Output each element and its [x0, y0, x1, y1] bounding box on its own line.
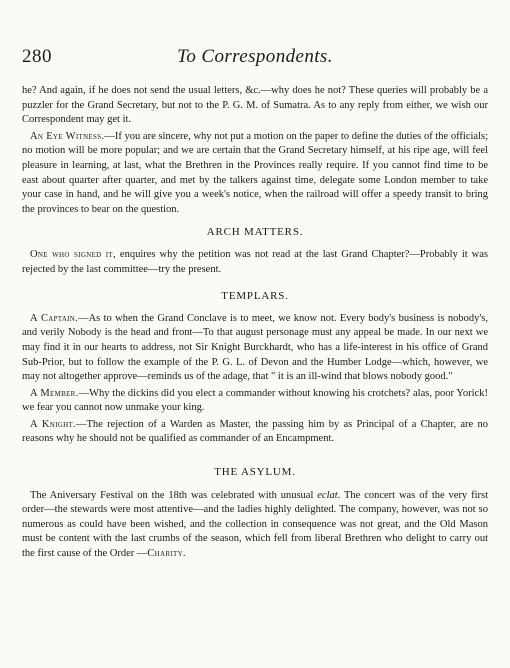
knight-paragraph	[22, 418, 488, 447]
page-body	[22, 84, 488, 564]
member-name: A Member.	[30, 387, 79, 399]
knight-name: A Knight.	[30, 418, 76, 430]
eye-witness-name: An Eye Witness.	[30, 130, 105, 142]
knight-text: —The rejection of a Warden as Master, the passing him by as Principal of a Chapter, are no reasons why he should not be qualified as commander of an Encampment.	[22, 418, 488, 445]
asylum-paragraph	[22, 489, 488, 562]
page-number: 280	[22, 46, 52, 67]
arch-matters-heading: ARCH MATTERS.	[206, 226, 304, 239]
captain-text: —As to when the Grand Conclave is to meet, we know not. Every body's business is nobody's, and verily Nobody is the head and front—To that august personage must any appeal be made. In our next we may find it in our hearts to address, not Sir Knight Burckhardt, who has a life-interest in his office of Grand Sub-Prior, but to follow the example of the P. G. L. of Devon and the Humber Lodge—which, however, we may not altogether approve—reminds us of the adage, that " it is an ill-wind that blows nobody good."	[22, 312, 488, 383]
page-header	[22, 46, 488, 70]
eye-witness-paragraph	[22, 130, 488, 218]
captain-paragraph	[22, 312, 488, 385]
eclat-word: eclat	[317, 489, 338, 501]
arch-entry-text: enquires why the petition was not read at the last Grand Chapter?—Probably it was rejected by the last committee—try the present.	[22, 248, 489, 275]
asylum-text-end: . The concert was of the very first order—the stewards were most attentive—and the ladies highly delighted. The company, however, was not so numerous as could have been wished, and the collection in consequence was not great, and the Old Mason must be content with the last crumbs of the season, which fell from liberal Brethren who delight to carry out the first cause of the Order —	[22, 489, 488, 560]
asylum-heading: THE ASYLUM.	[214, 466, 296, 479]
intro-paragraph: he? And again, if he does not send the usual letters, &c.—why does he not? These queries will probably be a puzzler for the Grand Secretary, but not to the P. G. M. of Sumatra. As to any reply from either, we wish our Correspondent may get it.	[22, 85, 488, 126]
captain-name: A Captain.	[30, 312, 79, 324]
eye-witness-text: —If you are sincere, why not put a motion on the paper to define the duties of the officials; no motion will be more popular; and we are certain that the Grand Secretary himself, at his ripe age, will feel pleasure in learning, at last, what the Brethren in the Provinces really require. If you cannot find time to be east about quarter after quarter, and met by the talkers against time, delegate some London member to take your case in hand, and he will give you a week's notice, when the railroad will offer a speedy transit to bring the provinces to bear on the question.	[22, 130, 489, 215]
asylum-closing-word: Charity.	[147, 548, 186, 560]
member-paragraph	[22, 387, 488, 416]
arch-entry-name: One who signed it,	[30, 248, 116, 260]
member-text: —Why the dickins did you elect a commander without knowing his crotchets? alas, poor Yorick! we fear you cannot now unmake your king.	[22, 387, 488, 414]
running-title: To Correspondents.	[177, 46, 333, 67]
asylum-text-start: The Aniversary Festival on the 18th was celebrated with unusual	[30, 489, 318, 501]
arch-matters-paragraph	[22, 248, 488, 277]
templars-heading: TEMPLARS.	[221, 290, 289, 303]
